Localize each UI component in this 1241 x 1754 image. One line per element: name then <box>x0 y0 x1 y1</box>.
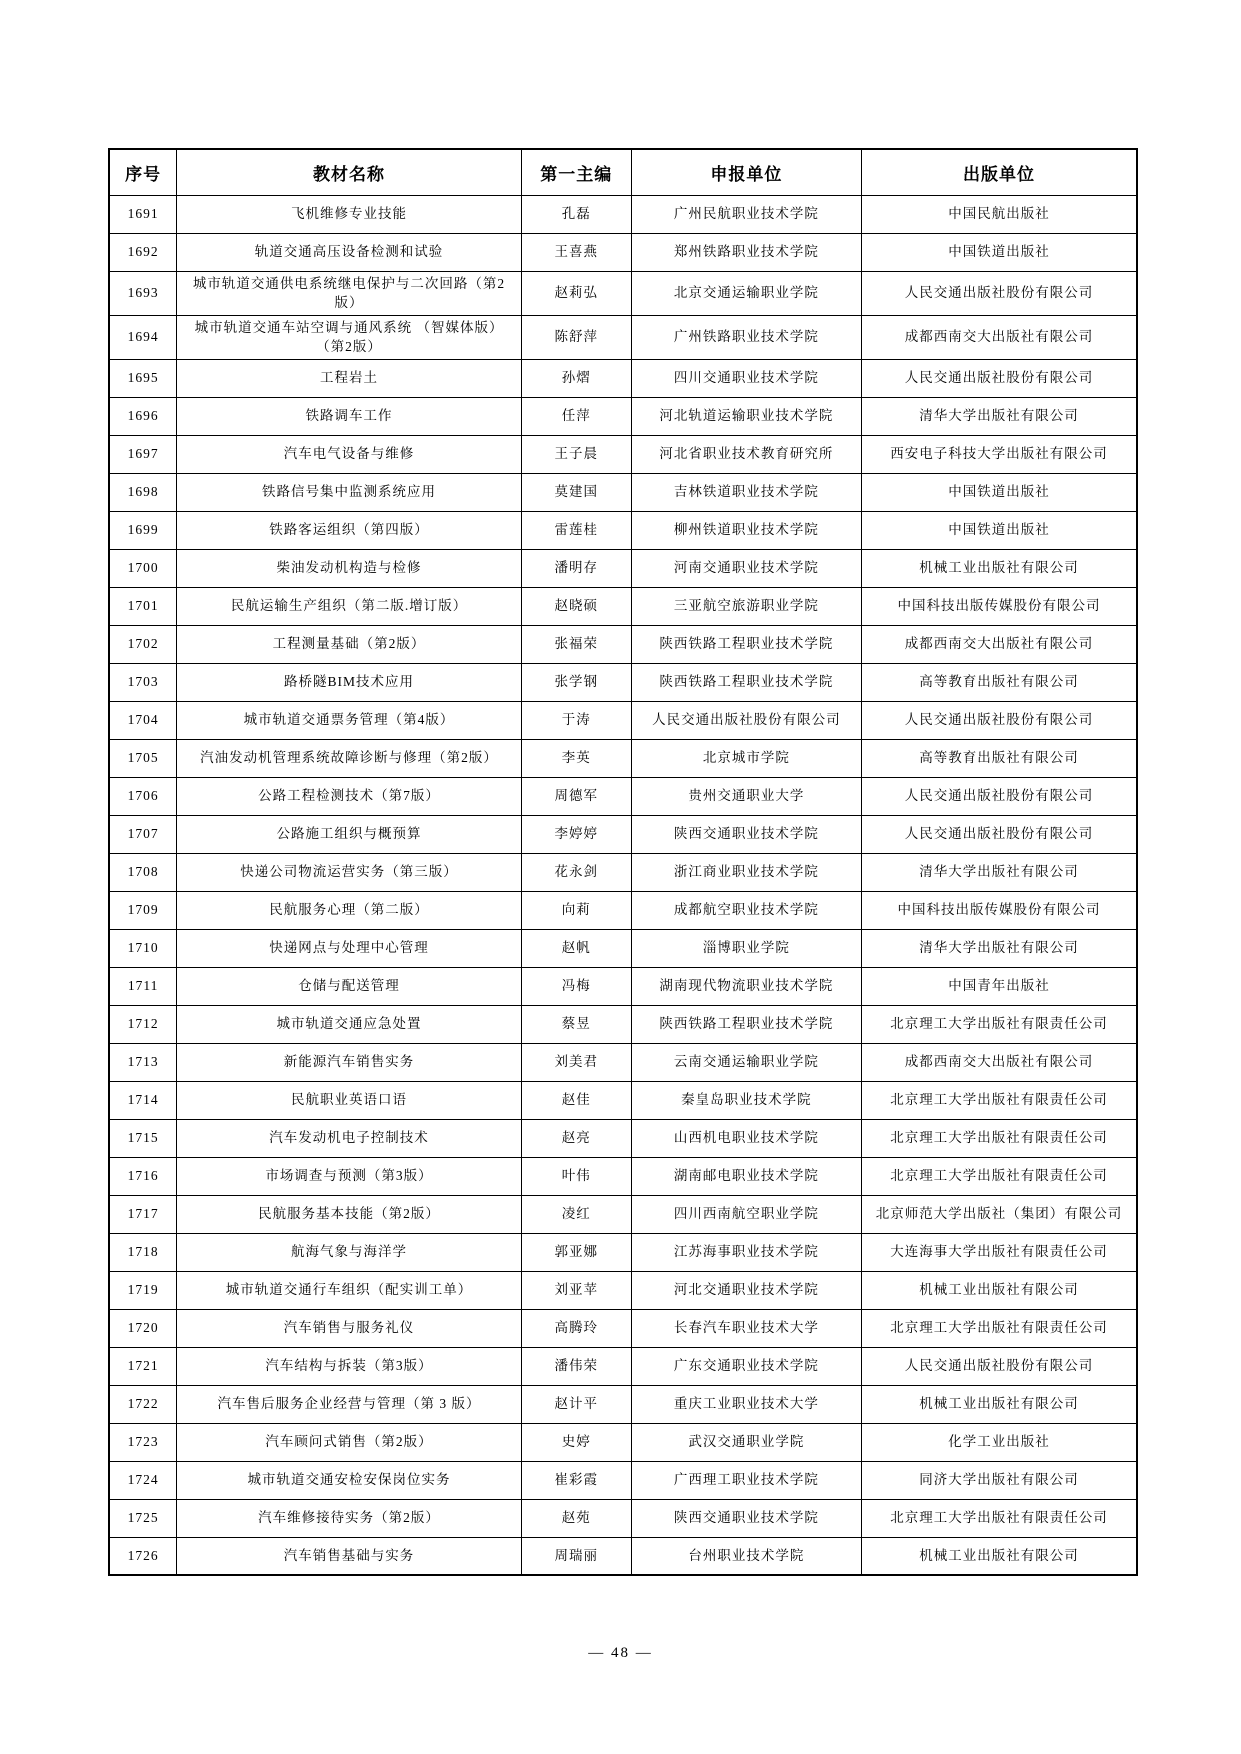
header-row <box>109 149 1137 195</box>
cell-title: 汽车售后服务企业经营与管理（第 3 版） <box>177 1385 521 1423</box>
cell-editor: 凌红 <box>521 1195 631 1233</box>
cell-index: 1697 <box>109 435 177 473</box>
cell-index: 1714 <box>109 1081 177 1119</box>
cell-org: 山西机电职业技术学院 <box>631 1119 861 1157</box>
table-row <box>109 587 1137 625</box>
table-row <box>109 549 1137 587</box>
cell-publisher: 化学工业出版社 <box>861 1423 1137 1461</box>
cell-org: 陕西铁路工程职业技术学院 <box>631 1005 861 1043</box>
table-row <box>109 1043 1137 1081</box>
cell-title: 民航职业英语口语 <box>177 1081 521 1119</box>
table-row <box>109 891 1137 929</box>
table-row <box>109 511 1137 549</box>
cell-publisher: 成都西南交大出版社有限公司 <box>861 625 1137 663</box>
cell-title: 城市轨道交通安检安保岗位实务 <box>177 1461 521 1499</box>
cell-publisher: 大连海事大学出版社有限责任公司 <box>861 1233 1137 1271</box>
cell-editor: 潘明存 <box>521 549 631 587</box>
cell-org: 陕西铁路工程职业技术学院 <box>631 663 861 701</box>
cell-publisher: 同济大学出版社有限公司 <box>861 1461 1137 1499</box>
cell-org: 北京城市学院 <box>631 739 861 777</box>
cell-title: 工程测量基础（第2版） <box>177 625 521 663</box>
cell-org: 武汉交通职业学院 <box>631 1423 861 1461</box>
cell-publisher: 人民交通出版社股份有限公司 <box>861 1347 1137 1385</box>
cell-title: 民航服务心理（第二版） <box>177 891 521 929</box>
cell-index: 1710 <box>109 929 177 967</box>
cell-title: 公路工程检测技术（第7版） <box>177 777 521 815</box>
cell-index: 1720 <box>109 1309 177 1347</box>
cell-index: 1701 <box>109 587 177 625</box>
table-row <box>109 1081 1137 1119</box>
cell-index: 1716 <box>109 1157 177 1195</box>
cell-title: 民航服务基本技能（第2版） <box>177 1195 521 1233</box>
table-body <box>109 195 1137 1575</box>
cell-publisher: 高等教育出版社有限公司 <box>861 739 1137 777</box>
cell-org: 广西理工职业技术学院 <box>631 1461 861 1499</box>
cell-title: 汽车销售基础与实务 <box>177 1537 521 1575</box>
cell-org: 贵州交通职业大学 <box>631 777 861 815</box>
cell-editor: 史婷 <box>521 1423 631 1461</box>
table-row <box>109 625 1137 663</box>
cell-editor: 郭亚娜 <box>521 1233 631 1271</box>
cell-editor: 潘伟荣 <box>521 1347 631 1385</box>
cell-title: 路桥隧BIM技术应用 <box>177 663 521 701</box>
cell-publisher: 人民交通出版社股份有限公司 <box>861 271 1137 315</box>
cell-index: 1702 <box>109 625 177 663</box>
table-header <box>109 149 1137 195</box>
cell-index: 1708 <box>109 853 177 891</box>
cell-title: 汽车电气设备与维修 <box>177 435 521 473</box>
table-row <box>109 777 1137 815</box>
cell-org: 陕西交通职业技术学院 <box>631 815 861 853</box>
cell-index: 1722 <box>109 1385 177 1423</box>
table-row <box>109 1423 1137 1461</box>
cell-editor: 冯梅 <box>521 967 631 1005</box>
cell-editor: 高腾玲 <box>521 1309 631 1347</box>
cell-title: 汽车顾问式销售（第2版） <box>177 1423 521 1461</box>
column-header-publisher: 出版单位 <box>861 149 1137 195</box>
table-row <box>109 473 1137 511</box>
cell-org: 云南交通运输职业学院 <box>631 1043 861 1081</box>
cell-org: 人民交通出版社股份有限公司 <box>631 701 861 739</box>
table-row <box>109 929 1137 967</box>
cell-editor: 刘美君 <box>521 1043 631 1081</box>
cell-index: 1717 <box>109 1195 177 1233</box>
cell-publisher: 北京师范大学出版社（集团）有限公司 <box>861 1195 1137 1233</box>
column-header-org: 申报单位 <box>631 149 861 195</box>
cell-title: 汽车销售与服务礼仪 <box>177 1309 521 1347</box>
cell-title: 新能源汽车销售实务 <box>177 1043 521 1081</box>
cell-publisher: 北京理工大学出版社有限责任公司 <box>861 1499 1137 1537</box>
cell-title: 快递网点与处理中心管理 <box>177 929 521 967</box>
cell-index: 1718 <box>109 1233 177 1271</box>
cell-editor: 周瑞丽 <box>521 1537 631 1575</box>
cell-publisher: 机械工业出版社有限公司 <box>861 1385 1137 1423</box>
cell-editor: 王子晨 <box>521 435 631 473</box>
cell-index: 1706 <box>109 777 177 815</box>
cell-org: 三亚航空旅游职业学院 <box>631 587 861 625</box>
table-row <box>109 853 1137 891</box>
cell-index: 1715 <box>109 1119 177 1157</box>
cell-title: 飞机维修专业技能 <box>177 195 521 233</box>
cell-publisher: 西安电子科技大学出版社有限公司 <box>861 435 1137 473</box>
cell-org: 陕西铁路工程职业技术学院 <box>631 625 861 663</box>
table-row <box>109 359 1137 397</box>
cell-org: 柳州铁道职业技术学院 <box>631 511 861 549</box>
cell-editor: 花永剑 <box>521 853 631 891</box>
cell-title: 民航运输生产组织（第二版.增订版） <box>177 587 521 625</box>
cell-title: 铁路调车工作 <box>177 397 521 435</box>
cell-publisher: 清华大学出版社有限公司 <box>861 853 1137 891</box>
cell-index: 1705 <box>109 739 177 777</box>
cell-org: 陕西交通职业技术学院 <box>631 1499 861 1537</box>
cell-title: 快递公司物流运营实务（第三版） <box>177 853 521 891</box>
table-row <box>109 1195 1137 1233</box>
cell-index: 1723 <box>109 1423 177 1461</box>
table-row <box>109 1499 1137 1537</box>
cell-org: 吉林铁道职业技术学院 <box>631 473 861 511</box>
table-row <box>109 315 1137 359</box>
cell-index: 1699 <box>109 511 177 549</box>
cell-org: 广东交通职业技术学院 <box>631 1347 861 1385</box>
cell-index: 1721 <box>109 1347 177 1385</box>
cell-title: 城市轨道交通供电系统继电保护与二次回路（第2版） <box>177 271 521 315</box>
cell-org: 北京交通运输职业学院 <box>631 271 861 315</box>
cell-title: 城市轨道交通车站空调与通风系统 （智媒体版）（第2版） <box>177 315 521 359</box>
cell-title: 城市轨道交通应急处置 <box>177 1005 521 1043</box>
cell-title: 铁路客运组织（第四版） <box>177 511 521 549</box>
cell-index: 1691 <box>109 195 177 233</box>
cell-editor: 孙熠 <box>521 359 631 397</box>
cell-publisher: 中国青年出版社 <box>861 967 1137 1005</box>
cell-publisher: 人民交通出版社股份有限公司 <box>861 815 1137 853</box>
cell-editor: 于涛 <box>521 701 631 739</box>
table-row <box>109 1537 1137 1575</box>
column-header-title: 教材名称 <box>177 149 521 195</box>
cell-index: 1713 <box>109 1043 177 1081</box>
cell-index: 1695 <box>109 359 177 397</box>
cell-org: 长春汽车职业技术大学 <box>631 1309 861 1347</box>
cell-org: 成都航空职业技术学院 <box>631 891 861 929</box>
table-row <box>109 435 1137 473</box>
cell-editor: 叶伟 <box>521 1157 631 1195</box>
cell-editor: 赵莉弘 <box>521 271 631 315</box>
cell-title: 公路施工组织与概预算 <box>177 815 521 853</box>
cell-editor: 雷莲桂 <box>521 511 631 549</box>
table-row <box>109 1385 1137 1423</box>
table-row <box>109 1347 1137 1385</box>
cell-publisher: 北京理工大学出版社有限责任公司 <box>861 1119 1137 1157</box>
cell-title: 铁路信号集中监测系统应用 <box>177 473 521 511</box>
cell-org: 台州职业技术学院 <box>631 1537 861 1575</box>
cell-editor: 任萍 <box>521 397 631 435</box>
cell-org: 河北省职业技术教育研究所 <box>631 435 861 473</box>
cell-publisher: 中国科技出版传媒股份有限公司 <box>861 587 1137 625</box>
cell-org: 四川交通职业技术学院 <box>631 359 861 397</box>
cell-org: 郑州铁路职业技术学院 <box>631 233 861 271</box>
cell-title: 汽车结构与拆装（第3版） <box>177 1347 521 1385</box>
cell-publisher: 成都西南交大出版社有限公司 <box>861 1043 1137 1081</box>
cell-title: 城市轨道交通行车组织（配实训工单） <box>177 1271 521 1309</box>
cell-publisher: 中国铁道出版社 <box>861 233 1137 271</box>
cell-title: 汽车发动机电子控制技术 <box>177 1119 521 1157</box>
table-row <box>109 1119 1137 1157</box>
cell-org: 江苏海事职业技术学院 <box>631 1233 861 1271</box>
cell-editor: 赵计平 <box>521 1385 631 1423</box>
table-row <box>109 1233 1137 1271</box>
table-row <box>109 663 1137 701</box>
cell-index: 1725 <box>109 1499 177 1537</box>
cell-org: 淄博职业学院 <box>631 929 861 967</box>
cell-publisher: 机械工业出版社有限公司 <box>861 1271 1137 1309</box>
cell-editor: 刘亚苹 <box>521 1271 631 1309</box>
table-row <box>109 1309 1137 1347</box>
cell-editor: 周德军 <box>521 777 631 815</box>
cell-publisher: 人民交通出版社股份有限公司 <box>861 701 1137 739</box>
cell-publisher: 清华大学出版社有限公司 <box>861 929 1137 967</box>
cell-editor: 李英 <box>521 739 631 777</box>
cell-editor: 张福荣 <box>521 625 631 663</box>
column-header-editor: 第一主编 <box>521 149 631 195</box>
table-row <box>109 233 1137 271</box>
column-header-index: 序号 <box>109 149 177 195</box>
cell-org: 湖南邮电职业技术学院 <box>631 1157 861 1195</box>
cell-editor: 赵晓硕 <box>521 587 631 625</box>
cell-editor: 向莉 <box>521 891 631 929</box>
cell-org: 河南交通职业技术学院 <box>631 549 861 587</box>
table-row <box>109 271 1137 315</box>
cell-editor: 赵佳 <box>521 1081 631 1119</box>
cell-index: 1694 <box>109 315 177 359</box>
cell-publisher: 人民交通出版社股份有限公司 <box>861 359 1137 397</box>
cell-org: 浙江商业职业技术学院 <box>631 853 861 891</box>
cell-org: 重庆工业职业技术大学 <box>631 1385 861 1423</box>
cell-title: 柴油发动机构造与检修 <box>177 549 521 587</box>
cell-index: 1698 <box>109 473 177 511</box>
cell-publisher: 北京理工大学出版社有限责任公司 <box>861 1081 1137 1119</box>
cell-publisher: 北京理工大学出版社有限责任公司 <box>861 1157 1137 1195</box>
cell-org: 四川西南航空职业学院 <box>631 1195 861 1233</box>
table-row <box>109 1461 1137 1499</box>
cell-editor: 莫建国 <box>521 473 631 511</box>
cell-org: 广州铁路职业技术学院 <box>631 315 861 359</box>
cell-editor: 王喜燕 <box>521 233 631 271</box>
table-row <box>109 1157 1137 1195</box>
table-row <box>109 967 1137 1005</box>
cell-publisher: 人民交通出版社股份有限公司 <box>861 777 1137 815</box>
cell-org: 秦皇岛职业技术学院 <box>631 1081 861 1119</box>
cell-editor: 李婷婷 <box>521 815 631 853</box>
page-number: — 48 — <box>588 1645 653 1661</box>
cell-editor: 蔡昱 <box>521 1005 631 1043</box>
cell-index: 1719 <box>109 1271 177 1309</box>
cell-org: 广州民航职业技术学院 <box>631 195 861 233</box>
cell-org: 河北轨道运输职业技术学院 <box>631 397 861 435</box>
cell-editor: 陈舒萍 <box>521 315 631 359</box>
cell-publisher: 高等教育出版社有限公司 <box>861 663 1137 701</box>
cell-editor: 崔彩霞 <box>521 1461 631 1499</box>
table-row <box>109 1271 1137 1309</box>
cell-editor: 张学钢 <box>521 663 631 701</box>
cell-title: 工程岩土 <box>177 359 521 397</box>
cell-index: 1726 <box>109 1537 177 1575</box>
cell-index: 1704 <box>109 701 177 739</box>
table-row <box>109 397 1137 435</box>
table-row <box>109 195 1137 233</box>
cell-publisher: 机械工业出版社有限公司 <box>861 549 1137 587</box>
table-row <box>109 701 1137 739</box>
cell-publisher: 中国铁道出版社 <box>861 511 1137 549</box>
cell-title: 汽油发动机管理系统故障诊断与修理（第2版） <box>177 739 521 777</box>
cell-publisher: 机械工业出版社有限公司 <box>861 1537 1137 1575</box>
cell-title: 市场调查与预测（第3版） <box>177 1157 521 1195</box>
cell-publisher: 北京理工大学出版社有限责任公司 <box>861 1309 1137 1347</box>
table-row <box>109 739 1137 777</box>
cell-publisher: 北京理工大学出版社有限责任公司 <box>861 1005 1137 1043</box>
cell-title: 城市轨道交通票务管理（第4版） <box>177 701 521 739</box>
cell-index: 1724 <box>109 1461 177 1499</box>
cell-editor: 赵亮 <box>521 1119 631 1157</box>
cell-title: 汽车维修接待实务（第2版） <box>177 1499 521 1537</box>
cell-title: 航海气象与海洋学 <box>177 1233 521 1271</box>
cell-index: 1703 <box>109 663 177 701</box>
cell-index: 1700 <box>109 549 177 587</box>
cell-index: 1711 <box>109 967 177 1005</box>
cell-publisher: 成都西南交大出版社有限公司 <box>861 315 1137 359</box>
cell-index: 1693 <box>109 271 177 315</box>
cell-title: 仓储与配送管理 <box>177 967 521 1005</box>
textbook-table <box>108 148 1138 1576</box>
cell-index: 1696 <box>109 397 177 435</box>
cell-index: 1709 <box>109 891 177 929</box>
table-row <box>109 815 1137 853</box>
cell-title: 轨道交通高压设备检测和试验 <box>177 233 521 271</box>
cell-org: 河北交通职业技术学院 <box>631 1271 861 1309</box>
cell-publisher: 中国科技出版传媒股份有限公司 <box>861 891 1137 929</box>
cell-editor: 赵苑 <box>521 1499 631 1537</box>
cell-editor: 赵帆 <box>521 929 631 967</box>
cell-org: 湖南现代物流职业技术学院 <box>631 967 861 1005</box>
cell-index: 1692 <box>109 233 177 271</box>
table-row <box>109 1005 1137 1043</box>
cell-publisher: 中国民航出版社 <box>861 195 1137 233</box>
cell-index: 1707 <box>109 815 177 853</box>
cell-index: 1712 <box>109 1005 177 1043</box>
cell-publisher: 中国铁道出版社 <box>861 473 1137 511</box>
cell-publisher: 清华大学出版社有限公司 <box>861 397 1137 435</box>
cell-editor: 孔磊 <box>521 195 631 233</box>
